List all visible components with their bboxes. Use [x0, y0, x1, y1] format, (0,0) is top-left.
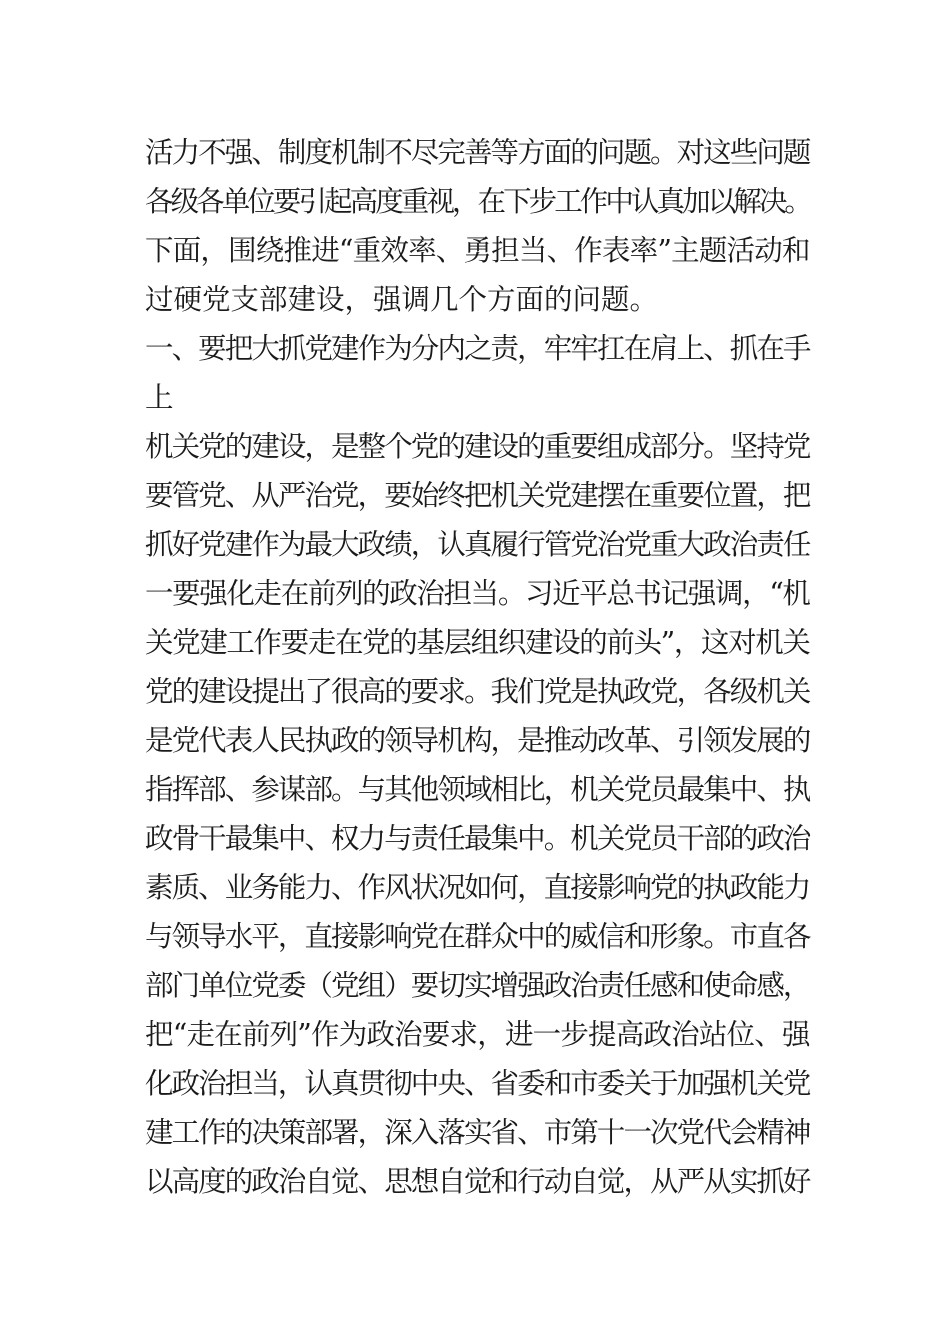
- text-line: 把“走在前列”作为政治要求，进一步提高政治站位、强: [145, 1018, 810, 1051]
- text-line: 建工作的决策部署，深入落实省、市第十一次党代会精神: [145, 1116, 810, 1149]
- text-line: 关党建工作要走在党的基层组织建设的前头”，这对机关: [145, 626, 810, 659]
- text-line: 各级各单位要引起高度重视，在下步工作中认真加以解决。: [145, 185, 811, 218]
- text-line: 化政治担当，认真贯彻中央、省委和市委关于加强机关党: [145, 1067, 810, 1100]
- text-line: 部门单位党委（党组）要切实增强政治责任感和使命感，: [145, 969, 810, 1002]
- text-line: 要管党、从严治党，要始终把机关党建摆在重要位置，把: [145, 479, 810, 512]
- text-line: 政骨干最集中、权力与责任最集中。机关党员干部的政治: [145, 822, 810, 855]
- text-line: 与领导水平，直接影响党在群众中的威信和形象。市直各: [145, 920, 810, 953]
- section-heading-line: 上: [145, 381, 174, 414]
- text-line: 指挥部、参谋部。与其他领域相比，机关党员最集中、执: [145, 773, 810, 806]
- section-heading-line: 一、要把大抓党建作为分内之责，牢牢扛在肩上、抓在手: [145, 332, 810, 365]
- text-line: 抓好党建作为最大政绩，认真履行管党治党重大政治责任: [145, 528, 810, 561]
- text-line: 党的建设提出了很高的要求。我们党是执政党，各级机关: [145, 675, 810, 708]
- body-text: [145, 128, 810, 1206]
- text-line: 以高度的政治自觉、思想自觉和行动自觉，从严从实抓好: [145, 1165, 810, 1198]
- text-line: 素质、业务能力、作风状况如何，直接影响党的执政能力: [145, 871, 810, 904]
- text-line: 机关党的建设，是整个党的建设的重要组成部分。坚持党: [145, 430, 810, 463]
- text-line: 过硬党支部建设，强调几个方面的问题。: [145, 283, 659, 316]
- text-line: 是党代表人民执政的领导机构，是推动改革、引领发展的: [145, 724, 810, 757]
- text-line: 一要强化走在前列的政治担当。习近平总书记强调，“机: [145, 577, 810, 610]
- text-line: 活力不强、制度机制不尽完善等方面的问题。对这些问题: [145, 136, 810, 169]
- text-line: 下面，围绕推进“重效率、勇担当、作表率”主题活动和: [145, 234, 810, 267]
